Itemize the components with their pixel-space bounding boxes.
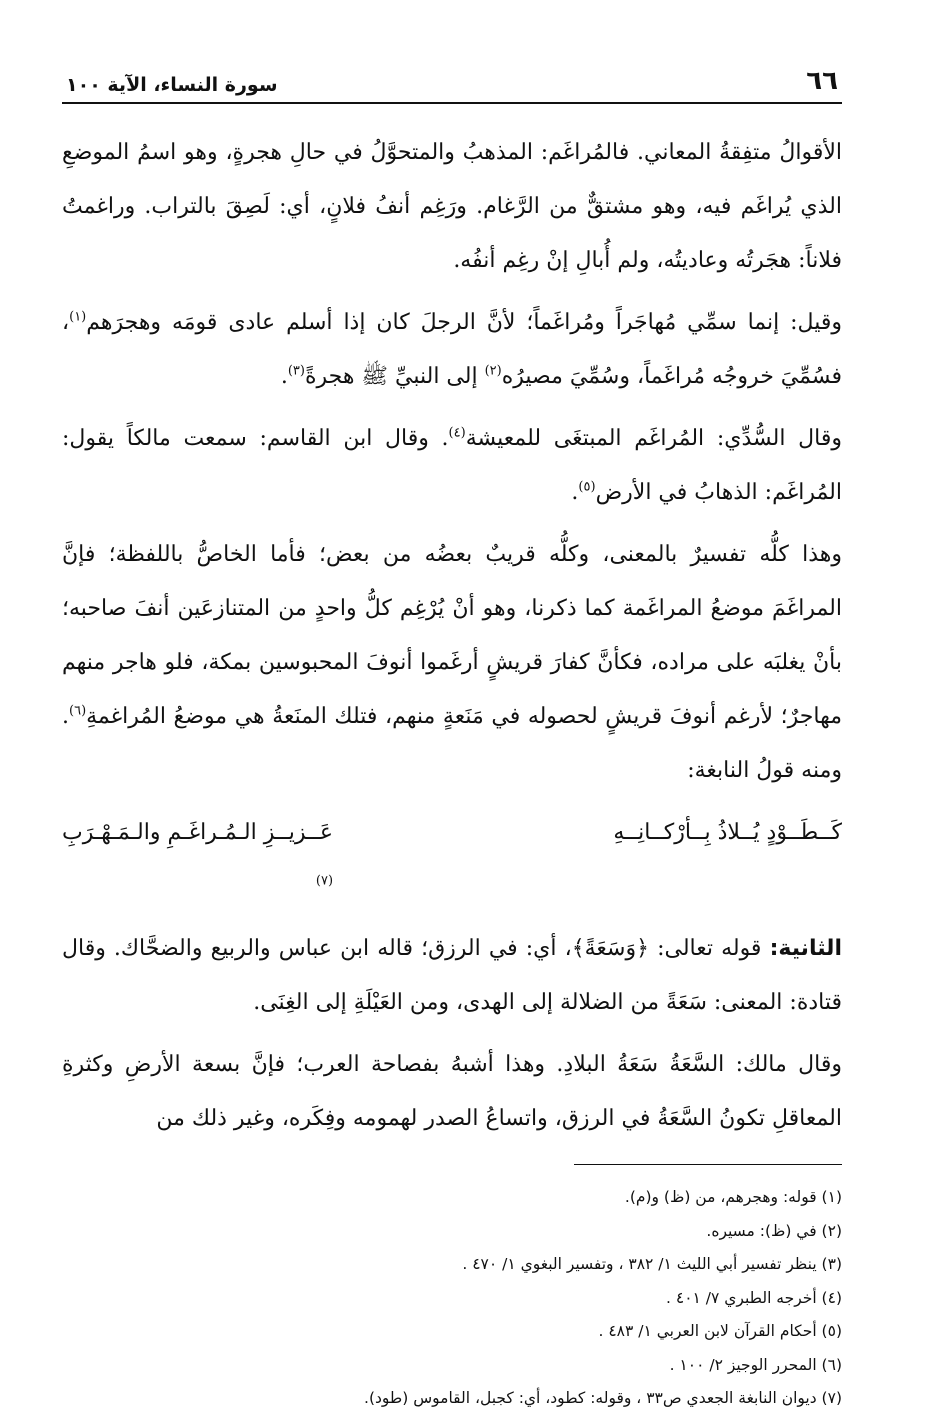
footnote-6: (٦) المحرر الوجيز ٢/ ١٠٠ .	[669, 1355, 842, 1374]
paragraph-6: وقال مالك: السَّعَةُ سَعَةُ البلادِ. وهذا أشبهُ بفصاحة العرب؛ فإنَّ بسعة الأرضِ وكثرةِ المعاقلِ تكونُ السَّعَةُ في الرزق، واتساعُ الصدر لهمومه وفِكَره، وغير ذلك من	[62, 1052, 842, 1131]
footnote-ref-3: (٣)	[287, 363, 305, 379]
footnote-3: (٣) ينظر تفسير أبي الليث ١/ ٣٨٢ ، وتفسير البغوي ١/ ٤٧٠ .	[462, 1255, 842, 1273]
footnote-7: (٧) ديوان النابغة الجعدي ص٣٣ ، وقوله: كطود، أي: كجبل، القاموس (طود).	[364, 1389, 842, 1407]
paragraph-5	[62, 922, 842, 1030]
paragraph-3-text-b: . وقال ابن القاسم: سمعت مالكاً يقول: المُراغَم: الذهابُ في الأرض	[62, 426, 842, 505]
footnote-divider	[574, 1164, 842, 1165]
paragraph-3-text-c: .	[571, 480, 579, 505]
paragraph-2	[62, 296, 842, 404]
paragraph-2-text-b: ، فسُمِّيَ خروجُه مُراغَماً، وسُمِّيَ مصيرُه	[62, 310, 842, 389]
footnote-ref-6: (٦)	[69, 703, 87, 719]
paragraph-1: الأقوالُ متفِقةُ المعاني. فالمُراغَم: المذهبُ والمتحوَّلُ في حالِ هجرةٍ، وهو اسمُ الموضعِ الذي يُراغَم فيه، وهو مشتقٌّ من الرَّغام. ورَغِم أنفُ فلانٍ، أي: لَصِقَ بالتراب. وراغمتُ فلاناً: هجَرتُه وعاديتُه، ولم أُبالِ إنْ رغِم أنفُه.	[62, 140, 842, 273]
footnotes	[62, 1181, 842, 1416]
paragraph-2-text-c: إلى النبيِّ ﷺ هجرةً	[304, 364, 485, 389]
footnote-5: (٥) أحكام القرآن لابن العربي ١/ ٤٨٣ .	[598, 1322, 842, 1340]
footnote-4: (٤) أخرجه الطبري ٧/ ٤٠١ .	[666, 1288, 842, 1307]
paragraph-4-text-a: وهذا كلُّه تفسيرٌ بالمعنى، وكلُّه قريبٌ بعضُه من بعض؛ فأما الخاصُّ باللفظة؛ فإنَّ المراغَمَ موضعُ المراغَمة كما ذكرنا، وهو أنْ يُرْغِم كلُّ واحدٍ من المتنازعَين أنفَ صاحبه؛ بأنْ يغلبَه على مراده، فكأنَّ كفارَ قريشٍ أرغَموا أنوفَ المحبوسين بمكة، فلو هاجر منهم مهاجرٌ؛ لأرغم أنوفَ قريشٍ لحصوله في مَنَعةٍ منهم، فتلك المنَعةُ هي موضعُ المُراغمةِ	[62, 542, 842, 729]
footnote-ref-4: (٤)	[448, 425, 466, 441]
paragraph-2-text-a: وقيل: إنما سمِّي مُهاجَراً ومُراغَماً؛ لأنَّ الرجلَ كان إذا أسلم عادى قومَه وهجرَهم	[86, 310, 842, 335]
footnote-ref-2: (٢)	[484, 363, 502, 379]
paragraph-3-text-a: وقال السُّدِّي: المُراغَم المبتغَى للمعيشة	[465, 426, 842, 451]
page-number: ٦٦	[806, 66, 838, 96]
verse-first-hemistich: كَــطَــوْدٍ يُــلاذُ بِــأرْكــانِــهِ	[613, 820, 842, 845]
footnote-ref-7: (٧)	[315, 873, 334, 889]
running-title: سورة النساء، الآية ١٠٠	[66, 74, 278, 96]
footnote-1: (١) قوله: وهجرهم، من (ظ) و(م).	[624, 1188, 842, 1206]
book-page	[62, 58, 842, 1416]
footnote-ref-1: (١)	[69, 309, 87, 325]
paragraph-5-text: قوله تعالى: ﴿وَسَعَةً﴾، أي: في الرزق؛ قاله ابن عباس والربيع والضحَّاك. وقال قتادة: المعنى: سَعَةً من الضلالة إلى الهدى، ومن العَيْلَةِ إلى الغِنَى.	[62, 936, 842, 1015]
poetry-verse	[62, 806, 842, 914]
main-text	[62, 126, 842, 1146]
paragraph-3	[62, 412, 842, 520]
footnote-ref-5: (٥)	[578, 479, 596, 495]
section-lead-second: الثانية:	[769, 936, 842, 961]
verse-second-hemistich-text: عَــزيــزِ الـمُـراغَـمِ والـمَـهْـرَبِ	[62, 820, 334, 845]
paragraph-2-text-d: .	[280, 364, 288, 389]
page-header	[62, 58, 842, 104]
paragraph-4	[62, 528, 842, 798]
footnote-2: (٢) في (ظ): مسيره.	[706, 1221, 842, 1240]
verse-second-hemistich	[62, 806, 333, 914]
paragraph-4-text-b: . ومنه قولُ النابغة:	[62, 704, 842, 783]
